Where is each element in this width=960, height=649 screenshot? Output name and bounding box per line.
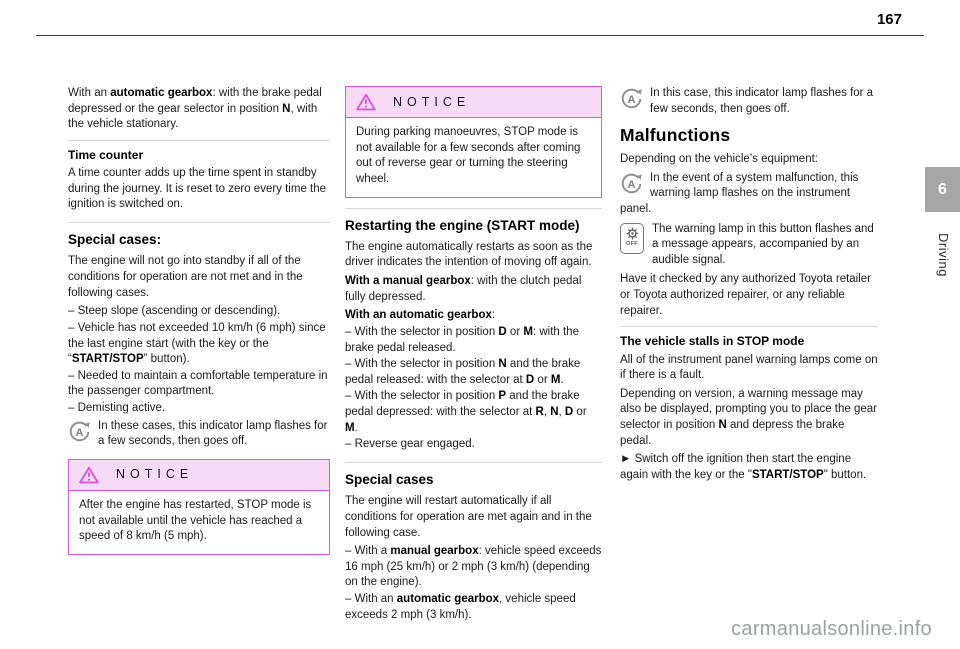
heading-restarting-engine: Restarting the engine (START mode) xyxy=(345,208,602,235)
paragraph-stall-3: ► Switch off the ignition then start the engine again with the key or the "START/STOP" button. xyxy=(620,453,867,481)
paragraph-equipment: Depending on the vehicle’s equipment: xyxy=(620,153,818,166)
warning-lamp-note-text: In the event of a system malfunction, this warning lamp flashes on the instrument panel. xyxy=(620,171,859,215)
button-lamp-note xyxy=(620,222,878,269)
indicator-lamp-note-text: In this case, this indicator lamp flashes for a few seconds, then goes off. xyxy=(650,87,874,115)
button-lamp-note-text: The warning lamp in this button flashes and a message appears, accompanied by an audible signal. xyxy=(652,222,874,266)
top-rule xyxy=(36,35,924,36)
stop-start-indicator-icon xyxy=(620,87,643,110)
svg-text:A: A xyxy=(627,178,636,191)
warning-triangle-icon xyxy=(79,466,99,484)
paragraph-stall-2: Depending on version, a warning message may also be displayed, prompting you to place the gear selector in position N and depress the brake pedal. xyxy=(620,387,877,447)
notice-title: NOTICE xyxy=(393,94,471,109)
list-item: – Demisting active. xyxy=(68,402,166,415)
list-item: – With the selector in position N and the brake pedal released: with the selector at D or M. xyxy=(345,358,581,386)
paragraph-special-cases-intro: The engine will not go into standby if all of the conditions for operation are not met and in the following cases. xyxy=(68,255,303,299)
heading-special-cases-restart: Special cases xyxy=(345,462,602,489)
heading-time-counter: Time counter xyxy=(68,140,330,163)
chapter-tab-number: 6 xyxy=(925,167,960,212)
paragraph-automatic-gearbox: With an automatic gearbox: xyxy=(345,309,496,322)
paragraph-have-checked: Have it checked by any authorized Toyota retailer or Toyota authorized repairer, or any reliable repairer. xyxy=(620,273,872,317)
paragraph-stall-1: All of the instrument panel warning lamps come on if there is a fault. xyxy=(620,353,878,382)
watermark: carmanualsonline.info xyxy=(731,618,932,640)
page-number: 167 xyxy=(876,11,902,28)
notice-box xyxy=(68,459,330,555)
warning-lamp-note xyxy=(620,171,878,218)
notice-body: During parking manoeuvres, STOP mode is not available for a few seconds after coming out of reverse gear or turning the steering wheel. xyxy=(356,126,581,185)
list-item: – With an automatic gearbox, vehicle speed exceeds 2 mph (3 km/h). xyxy=(345,593,576,621)
list-item: – With the selector in position P and the brake pedal depressed: with the selector at R, N, D or M. xyxy=(345,390,587,434)
heading-vehicle-stalls: The vehicle stalls in STOP mode xyxy=(620,326,878,349)
list-item: – Needed to maintain a comfortable temperature in the passenger compartment. xyxy=(68,369,328,398)
paragraph-time-counter: A time counter adds up the time spent in standby during the journey. It is reset to zero every time the ignition is switched on. xyxy=(68,167,327,211)
notice-header xyxy=(69,460,329,491)
paragraph-restart-intro: The engine automatically restarts as soon as the driver indicates the intention of moving off again. xyxy=(345,240,593,269)
notice-box xyxy=(345,86,602,198)
stop-start-button-icon xyxy=(620,223,644,254)
stop-start-indicator-icon xyxy=(68,420,91,443)
list-item: – Vehicle has not exceeded 10 km/h (6 mph) since the last engine start (with the key or the “START/STOP” button). xyxy=(68,321,326,366)
notice-header xyxy=(346,87,601,118)
list-item: – Reverse gear engaged. xyxy=(345,438,475,451)
column-middle xyxy=(345,86,602,624)
column-right xyxy=(620,86,878,487)
indicator-lamp-note xyxy=(68,419,330,450)
indicator-lamp-note-text: In these cases, this indicator lamp flashes for a few seconds, then goes off. xyxy=(98,419,328,448)
paragraph-automatic-gearbox-conditions: With an automatic gearbox: with the brake pedal depressed or the gear selector in position N, with the vehicle stationary. xyxy=(68,87,322,131)
stop-start-indicator-icon xyxy=(620,172,643,195)
svg-text:A: A xyxy=(75,426,84,439)
off-label: OFF xyxy=(626,241,638,248)
paragraph-manual-gearbox: With a manual gearbox: with the clutch pedal fully depressed. xyxy=(345,275,582,303)
list-item: – With the selector in position D or M: with the brake pedal released. xyxy=(345,325,579,354)
notice-body: After the engine has restarted, STOP mode is not available until the vehicle has reached a speed of 8 km/h (5 mph). xyxy=(79,498,312,543)
list-item: – Steep slope (ascending or descending). xyxy=(68,305,281,318)
warning-triangle-icon xyxy=(356,93,376,111)
indicator-lamp-note xyxy=(620,86,878,117)
heading-special-cases-stop: Special cases: xyxy=(68,222,330,249)
chapter-tab-label: Driving xyxy=(936,233,951,277)
paragraph-special-cases-restart-intro: The engine will restart automatically if all conditions for operation are met again and in the following case. xyxy=(345,495,592,539)
column-left xyxy=(68,86,330,565)
svg-text:A: A xyxy=(627,93,636,106)
heading-malfunctions: Malfunctions xyxy=(620,125,731,146)
list-item: – With a manual gearbox: vehicle speed exceeds 16 mph (25 km/h) or 2 mph (3 km/h) (depending on the engine). xyxy=(345,545,602,589)
notice-title: NOTICE xyxy=(116,467,194,482)
